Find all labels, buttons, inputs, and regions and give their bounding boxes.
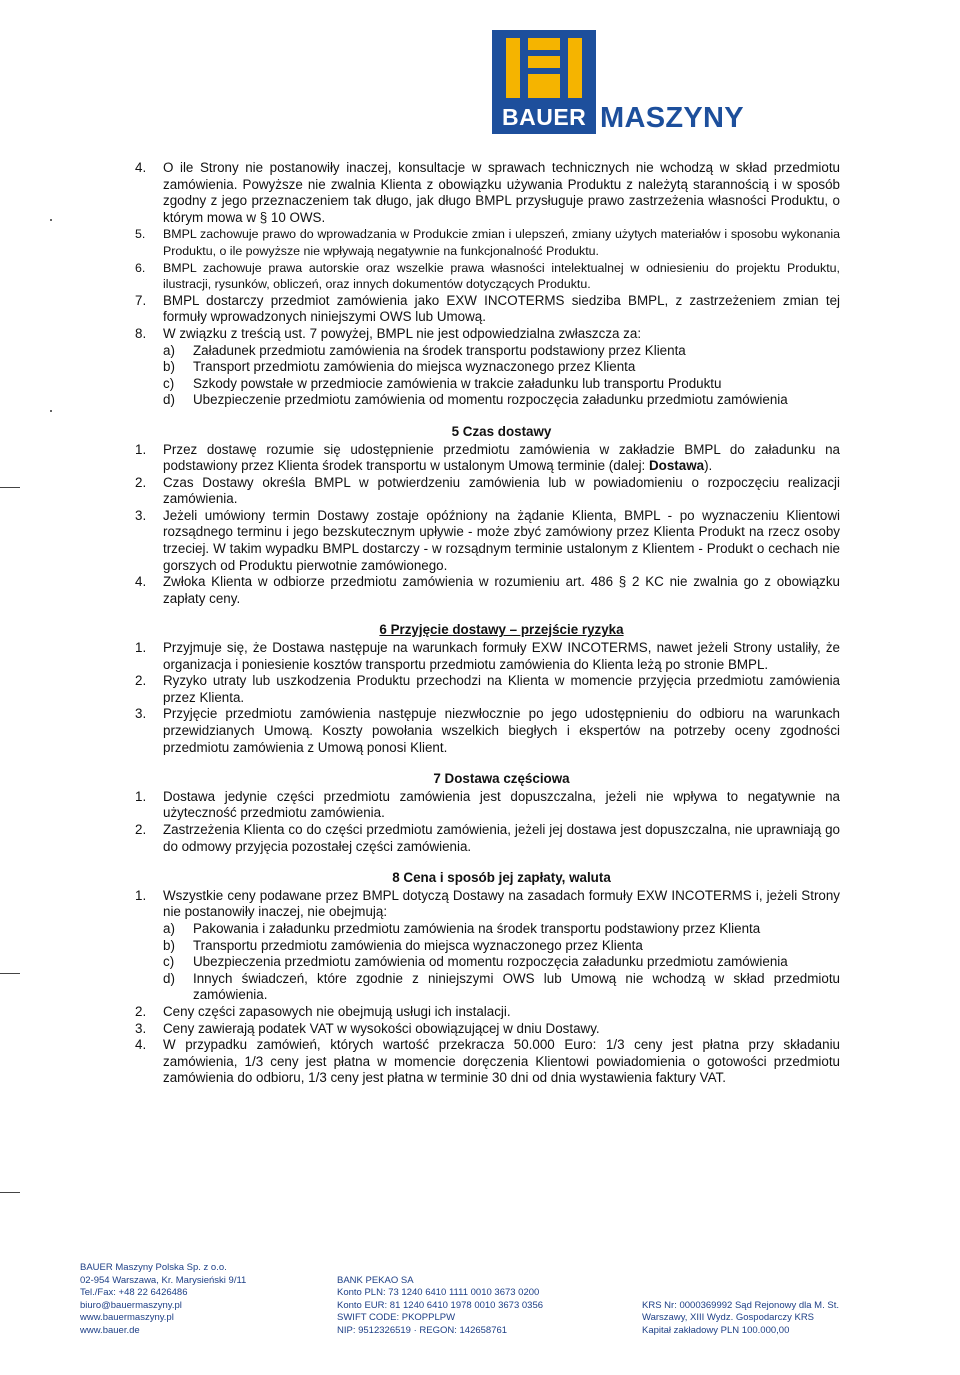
footer-line: BAUER Maszyny Polska Sp. z o.o. <box>80 1262 227 1273</box>
list-item-a <box>135 921 840 938</box>
fold-mark <box>0 973 20 974</box>
clause-8-4 <box>135 1037 840 1087</box>
clause-8-2 <box>135 1004 840 1021</box>
footer-line: Konto EUR: 81 1240 6410 1978 0010 3673 0356 <box>337 1299 544 1311</box>
item-text: Transportu przedmiotu zamówienia do miejsca wyznaczonego przez Klienta <box>193 937 643 953</box>
section-heading-5: 5 Czas dostawy <box>451 423 552 439</box>
item-text: Pakowania i załadunku przedmiotu zamówienia na środek transportu podstawiony przez Klienta <box>193 920 761 936</box>
document-body <box>135 160 840 1087</box>
item-text: Szkody powstałe w przedmiocie zamówienia w trakcie załadunku lub transportu Produktu <box>193 375 722 391</box>
clause-number: 5. <box>135 227 146 242</box>
item-letter: d) <box>163 392 175 408</box>
clause-text: Zwłoka Klienta w odbiorze przedmiotu zamówienia w rozumieniu art. 486 § 2 KC nie zwalnia go z obowiązku zapłaty ceny. <box>163 574 840 606</box>
fold-mark <box>0 487 20 488</box>
footer-company-info <box>80 1262 246 1338</box>
footer-website-link[interactable]: www.bauermaszyny.pl <box>80 1312 174 1324</box>
defined-term: Dostawa <box>649 458 705 474</box>
clause-text: Przyjmuje się, że Dostawa następuje na warunkach formuły EXW INCOTERMS, nawet jeżeli Strony ustaliły, że organizacja i poniesienie kosztów transportu przedmiotu zamówienia do Klienta leżą po stronie BMPL. <box>163 640 840 672</box>
clause-5-2 <box>135 475 840 508</box>
section-heading-6: 6 Przyjęcie dostawy – przejście ryzyka <box>379 622 624 638</box>
clause-4-5 <box>135 226 840 259</box>
item-letter: a) <box>163 920 175 936</box>
footer-line: Tel./Fax: +48 22 6426486 <box>80 1287 188 1299</box>
list-item-b <box>135 938 840 955</box>
clause-6-2 <box>135 673 840 706</box>
clause-number: 4. <box>135 160 147 175</box>
list-item-b <box>135 359 840 376</box>
clause-4-8 <box>135 326 840 343</box>
clause-number: 2. <box>135 673 147 689</box>
footer-line: Konto PLN: 73 1240 6410 1111 0010 3673 0200 <box>337 1287 540 1299</box>
clause-text: Wszystkie ceny podawane przez BMPL dotyczą Dostawy na zasadach formuły EXW INCOTERMS i, jeżeli Strony nie postanowiły inaczej, nie obejmują: <box>163 887 840 920</box>
margin-dot <box>50 410 52 412</box>
list-item-c <box>135 954 840 971</box>
clause-number: 3. <box>135 507 147 523</box>
margin-dot <box>50 219 52 221</box>
clause-number: 2. <box>135 821 147 837</box>
clause-5-4 <box>135 574 840 607</box>
clause-text: BMPL zachowuje prawo do wprowadzania w Produkcie zmian i ulepszeń, zmiany użytych materiałów i sposobu wykonania Produktu, o ile powyższe nie wpływają negatywnie na funkcjonalność Produktu. <box>163 227 840 258</box>
company-logo <box>492 30 742 134</box>
item-letter: c) <box>163 954 175 970</box>
footer-line: NIP: 9512326519 · REGON: 142658761 <box>337 1324 508 1336</box>
clause-7-2 <box>135 822 840 855</box>
clause-number: 1. <box>135 887 147 903</box>
page-footer <box>80 1262 880 1342</box>
item-letter: a) <box>163 342 175 358</box>
clause-text-end: ). <box>704 458 713 474</box>
clause-text: O ile Strony nie postanowiły inaczej, konsultacje w sprawach technicznych nie wchodzą w skład przedmiotu zamówienia. Powyższe nie zwalnia Klienta z obowiązku używania Produktu z należytą starannością i w sposób zgodny z jego przeznaczeniem tak długo, jak długo BMPL przysługuje prawo zastrzeżenia własności Produktu, o którym mowa w § 10 OWS. <box>163 160 840 225</box>
footer-line: SWIFT CODE: PKOPPLPW <box>337 1312 456 1324</box>
item-letter: c) <box>163 375 175 391</box>
clause-number: 3. <box>135 1020 147 1036</box>
item-letter: d) <box>163 970 175 986</box>
footer-line: 02-954 Warszawa, Kr. Marysieński 9/11 <box>80 1274 247 1286</box>
clause-text: Ryzyko utraty lub uszkodzenia Produktu przechodzi na Klienta w momencie przyjęcia przedmiotu zamówienia przez Klienta. <box>163 673 840 705</box>
clause-number: 4. <box>135 574 147 590</box>
item-text: Ubezpieczenie przedmiotu zamówienia od momentu rozpoczęcia załadunku przedmiotu zamówienia <box>193 392 788 408</box>
footer-registry-info <box>642 1300 839 1338</box>
clause-text: Przyjęcie przedmiotu zamówienia następuje niezwłocznie po jego udostępnieniu do odbioru na warunkach przewidzianych Umową. Koszty powołania wszelkich biegłych i ekspertów na potrzeby oceny zgodności przedmiotu zamówienia z Umową ponosi Klient. <box>163 706 840 755</box>
clause-number: 1. <box>135 441 147 457</box>
clause-text: Dostawa jedynie części przedmiotu zamówienia jest dopuszczalna, jeżeli nie wpływa to negatywnie na użyteczność przedmiotu zamówienia. <box>163 788 840 821</box>
footer-email-link[interactable]: biuro@bauermaszyny.pl <box>80 1299 182 1311</box>
clause-number: 7. <box>135 292 147 308</box>
item-text: Innych świadczeń, które zgodnie z niniejszymi OWS lub Umową nie wchodzą w skład przedmiotu zamówienia. <box>193 970 840 1003</box>
clause-number: 8. <box>135 325 147 341</box>
clause-4-6 <box>135 260 840 293</box>
clause-5-3 <box>135 508 840 574</box>
footer-bank-info <box>337 1275 543 1338</box>
clause-6-1 <box>135 640 840 673</box>
clause-8-1 <box>135 888 840 921</box>
list-item-a <box>135 343 840 360</box>
clause-text: Przez dostawę rozumie się udostępnienie przedmiotu zamówienia w zakładzie BMPL do załadunku na podstawiony przez Klienta środek transportu w ustalonym Umową terminie (dalej: <box>163 441 840 474</box>
footer-line: KRS Nr: 0000369992 Sąd Rejonowy dla M. St. <box>642 1299 839 1311</box>
clause-text: Jeżeli umówiony termin Dostawy zostaje opóźniony na żądanie Klienta, BMPL - po wyznaczeniu Klientowi rozsądnego terminu i jego bezskutecznym upływie - może zbyć zamówiony przez Klienta Produkt na rzecz osoby trzeciej. W takim wypadku BMPL dostarczy - w rozsądnym terminie ustalonym z Klientem - Produkt o cechach nie gorszych od Produktu pierwotnie zamówionego. <box>163 507 840 573</box>
footer-line: Kapitał zakładowy PLN 100.000,00 <box>642 1324 790 1336</box>
item-text: Załadunek przedmiotu zamówienia na środek transportu podstawiony przez Klienta <box>193 342 686 358</box>
item-letter: b) <box>163 359 175 375</box>
item-text: Ubezpieczenia przedmiotu zamówienia od momentu rozpoczęcia załadunku przedmiotu zamówienia <box>193 954 788 970</box>
clause-text: W związku z treścią ust. 7 powyżej, BMPL nie jest odpowiedzialna zwłaszcza za: <box>163 325 642 341</box>
section-heading-7: 7 Dostawa częściowa <box>433 771 570 787</box>
item-text: Transport przedmiotu zamówienia do miejsca wyznaczonego przez Klienta <box>193 359 636 375</box>
clause-8-3 <box>135 1021 840 1038</box>
clause-6-3 <box>135 706 840 756</box>
clause-text: Zastrzeżenia Klienta co do części przedmiotu zamówienia, jeżeli jej dostawa jest dopuszczalna, nie uprawniają go do odmowy przyjęcia pozostałej części zamówienia. <box>163 821 840 854</box>
clause-text: BMPL zachowuje prawa autorskie oraz wszelkie prawa własności intelektualnej w odniesieniu do projektu Produktu, ilustracji, rysunków, obliczeń, oraz innych dokumentów dotyczących Produktu. <box>163 260 840 292</box>
fold-mark <box>0 1192 20 1193</box>
list-item-d <box>135 971 840 1004</box>
clause-4-7 <box>135 293 840 326</box>
section-heading-8: 8 Cena i sposób jej zapłaty, waluta <box>392 870 611 886</box>
clause-number: 1. <box>135 788 147 804</box>
clause-text: Ceny części zapasowych nie obejmują usługi ich instalacji. <box>163 1003 511 1019</box>
clause-number: 3. <box>135 706 147 722</box>
footer-line: Warszawy, XIII Wydz. Gospodarczy KRS <box>642 1312 815 1324</box>
clause-number: 4. <box>135 1037 147 1053</box>
clause-number: 6. <box>135 260 146 275</box>
clause-number: 2. <box>135 474 147 490</box>
list-item-c <box>135 376 840 393</box>
clause-5-1 <box>135 442 840 475</box>
logo-bauer-text: BAUER <box>502 104 587 130</box>
clause-4-4 <box>135 160 840 226</box>
clause-text: Ceny zawierają podatek VAT w wysokości obowiązującej w dniu Dostawy. <box>163 1020 600 1036</box>
clause-text: W przypadku zamówień, których wartość przekracza 50.000 Euro: 1/3 ceny jest płatna przy składaniu zamówienia, 1/3 ceny jest płatna w momencie doręczenia Klientowi powiadomienia o gotowości przedmiotu zamówienia do odbioru, 1/3 ceny jest płatna w terminie 30 dni od dnia wystawienia faktury VAT. <box>163 1037 840 1086</box>
logo-maszyny-text: MASZYNY <box>600 102 744 134</box>
logo-mark <box>492 30 596 134</box>
item-letter: b) <box>163 937 175 953</box>
footer-website-link[interactable]: www.bauer.de <box>80 1324 140 1336</box>
clause-7-1 <box>135 789 840 822</box>
clause-number: 1. <box>135 640 147 656</box>
list-item-d <box>135 392 840 409</box>
clause-text: BMPL dostarczy przedmiot zamówienia jako EXW INCOTERMS siedziba BMPL, z zastrzeżeniem zmian tej formuły wprowadzonych niniejszymi OWS lub Umową. <box>163 292 840 325</box>
clause-text: Czas Dostawy określa BMPL w potwierdzeniu zamówienia lub w powiadomieniu o rozpoczęciu realizacji zamówienia. <box>163 474 840 507</box>
clause-number: 2. <box>135 1003 147 1019</box>
footer-line: BANK PEKAO SA <box>337 1274 414 1286</box>
